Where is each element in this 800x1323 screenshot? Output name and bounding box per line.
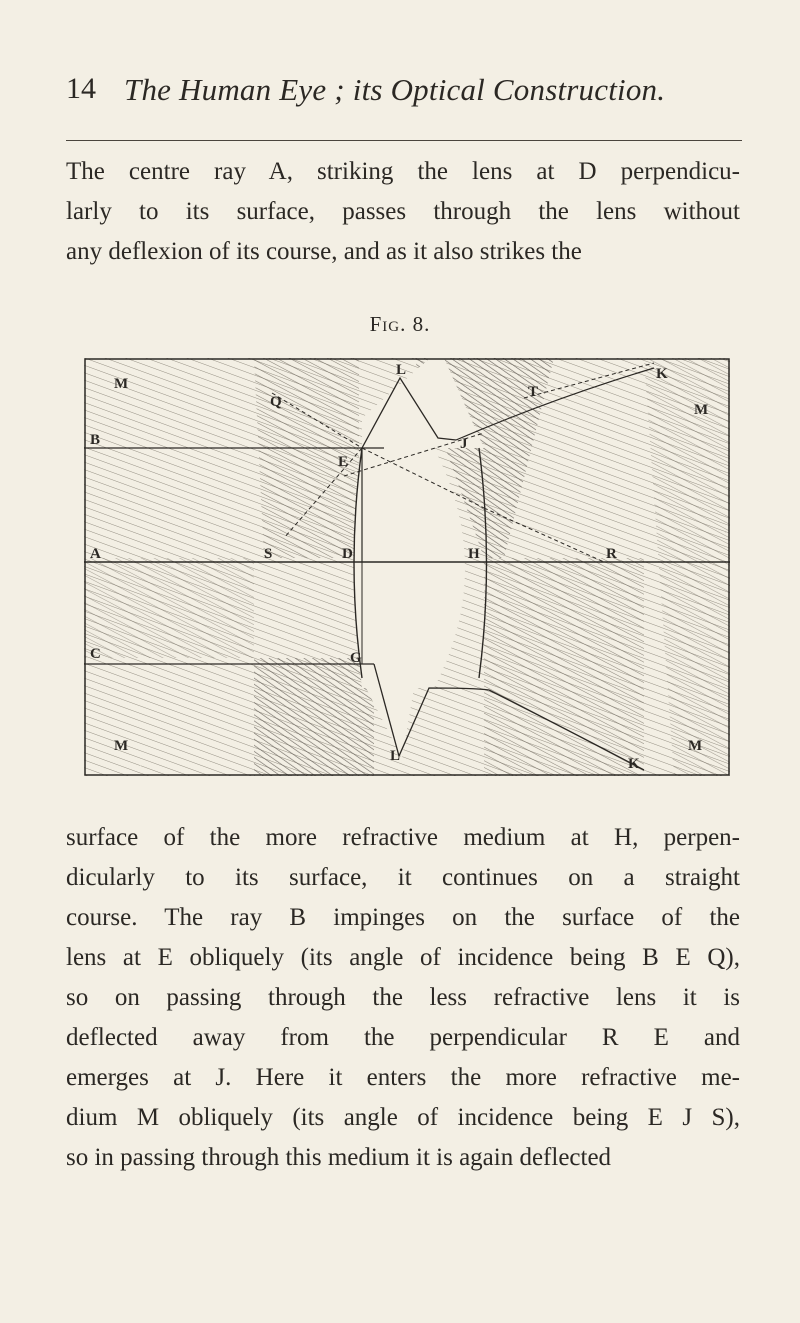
label-A: A <box>90 546 101 562</box>
label-D: D <box>342 546 353 562</box>
text-line: deflected away from the perpendicular R E and <box>66 1024 740 1051</box>
page-number: 14 <box>66 72 96 105</box>
label-K: K <box>628 756 640 772</box>
label-G: G <box>350 650 362 666</box>
text-line: larly to its surface, passes through the lens without <box>66 198 740 225</box>
label-S: S <box>264 546 273 562</box>
label-B: B <box>90 432 101 448</box>
lens-refraction-diagram <box>84 358 730 776</box>
text-line: any deflexion of its course, and as it also strikes the <box>66 238 582 265</box>
label-M: M <box>114 738 129 754</box>
running-title: The Human Eye ; its Optical Construction. <box>124 72 666 107</box>
label-T: T <box>528 384 539 400</box>
text-line: lens at E obliquely (its angle of incidence being B E Q), <box>66 944 740 971</box>
text-line: so in passing through this medium it is again deflected <box>66 1144 612 1171</box>
label-Q: Q <box>270 394 282 410</box>
text-line: dicularly to its surface, it continues on a straight <box>66 864 740 891</box>
label-M: M <box>114 376 129 392</box>
label-M: M <box>694 402 709 418</box>
label-E: E <box>338 454 349 470</box>
text-line: dium M obliquely (its angle of incidence being E J S), <box>66 1104 740 1131</box>
paragraph-bottom <box>66 818 740 1178</box>
label-L: L <box>390 748 401 764</box>
label-L: L <box>396 362 407 378</box>
label-J: J <box>460 436 468 452</box>
header-rule <box>66 140 742 141</box>
text-line: course. The ray B impinges on the surface of the <box>66 904 740 931</box>
label-K: K <box>656 366 668 382</box>
text-line: surface of the more refractive medium at H, perpen- <box>66 824 740 851</box>
label-C: C <box>90 646 101 662</box>
paragraph-top <box>66 152 740 272</box>
figure-8-diagram <box>84 358 730 776</box>
label-M: M <box>688 738 703 754</box>
text-line: so on passing through the less refractive lens it is <box>66 984 740 1011</box>
label-R: R <box>606 546 617 562</box>
label-H: H <box>468 546 480 562</box>
page-header <box>66 72 746 128</box>
figure-caption-text: Fig. 8. <box>369 312 431 336</box>
figure-caption <box>0 312 800 337</box>
text-line: The centre ray A, striking the lens at D perpendicu- <box>66 158 740 185</box>
text-line: emerges at J. Here it enters the more refractive me- <box>66 1064 740 1091</box>
